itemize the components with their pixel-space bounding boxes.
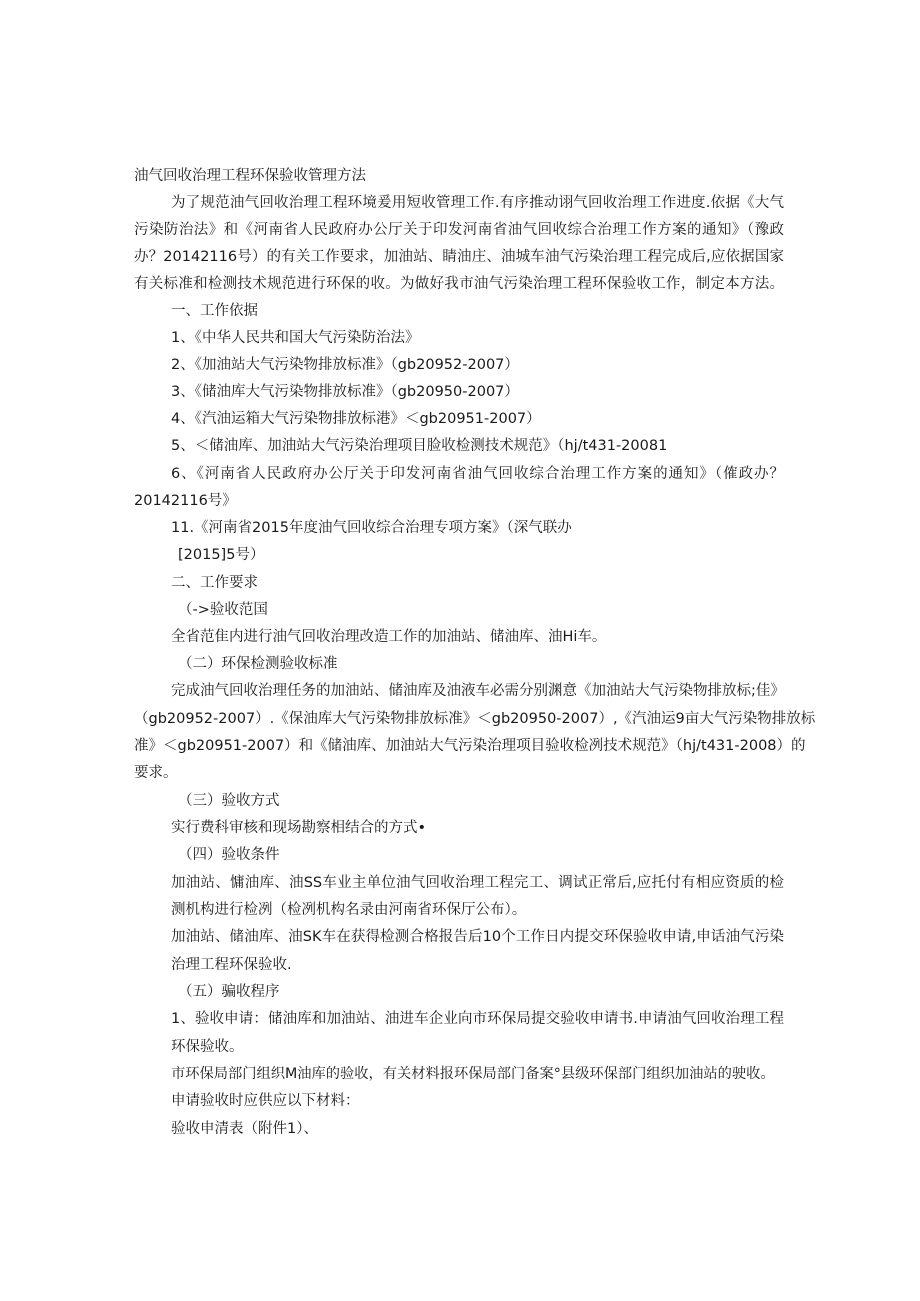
standards-line-3: 准》＜gb20951-2007）和《储油库、加油站大气污染治理项目验收检冽技术规范》（hj∕t431-2008）的: [134, 738, 806, 754]
conditions-line-3: 加油站、储油库、油SK车在获得检测合格报告后10个工作日内提交环保验收申请,申话油气污染: [171, 929, 784, 945]
subheading-scope: （->验收范国: [178, 602, 268, 618]
conditions-line-2: 测机构进行检冽（检冽机构名录由河南省环保厅公布）。: [171, 902, 527, 918]
procedure-line-2: 环保验收。: [171, 1039, 244, 1055]
section-heading-basis: 一、工作依据: [171, 303, 258, 319]
subheading-method: （三）验收方式: [178, 793, 280, 809]
subheading-procedure: （五）骗收程序: [178, 984, 280, 1000]
basis-item-2: 2、《加油站大气污染物排放标准》（gb20952-2007）: [171, 357, 519, 373]
procedure-line-5: 验收申清表（附件1）、: [171, 1121, 318, 1137]
subheading-standards: （二）环保检测验收标准: [178, 656, 338, 672]
section-heading-requirements: 二、工作要求: [171, 575, 258, 591]
basis-item-4: 4、《汽油运箱大气污染物排放标港》＜gb20951-2007）: [171, 411, 541, 427]
standards-line-4: 要求。: [134, 765, 178, 781]
basis-item-5: 5、＜储油库、加油站大气污染治理项目脸收检测技术规范》（hj∕t431-20081: [171, 438, 668, 454]
basis-item-1: 1、《中华人民共和国大气污染防治法》: [171, 330, 420, 346]
basis-item-3: 3、《储油库大气污染物排放标准》（gb20950-2007）: [171, 384, 519, 400]
standards-line-1: 完成油气回收治理任务的加油站、储油库及油液车必需分别渊意《加油站大气污染物排放标;佳》: [171, 683, 785, 699]
basis-item-11-cont: [2015]5号）: [178, 547, 265, 563]
method-text: 实行费科审核和现场勘察相结合的方式•: [171, 820, 427, 836]
procedure-line-3: 市环保局部门组织M油库的验收，有关材料报环保局部门备案°县级环保部门组织加油站的驶收。: [171, 1066, 775, 1082]
intro-line-3: 办？20142116号）的有关工作要求，加油站、睛油庄、油城车油气污染治理工程完成后,应依据国家: [134, 249, 784, 265]
document-title: 油气回收治理工程环保验收管理方法: [134, 168, 366, 184]
intro-line-1: 为了规范油气回收治理工程环境爰用短收管理工作.有序推动诩气回收治理工作进度.依据《大气: [171, 195, 784, 211]
subheading-conditions: （四）验收条件: [178, 847, 280, 863]
conditions-line-1: 加油站、慵油库、油SS车业主单位油气回收治理工程完工、调试正常后,应托付有相应资质的检: [171, 875, 784, 891]
intro-line-4: 有关标准和检测技术规范进行环保的收。为做好我市油气污染治理工程环保验收工作，制定本方法。: [134, 276, 784, 292]
procedure-line-1: 1、验收申请：储油库和加油站、油进车企业向市环保局提交验收申请书.申请油气回收治理工程: [171, 1011, 784, 1027]
basis-item-6: 6、《河南省人民政府办公厅关于印发河南省油气回收综合治理工作方案的通知》（傕政办？: [171, 466, 784, 482]
basis-item-6-cont: 20142116号》: [134, 493, 237, 509]
basis-item-11: 11.《河南省2015年度油气回收综合治理专项方案》（深气联办: [171, 520, 572, 536]
conditions-line-4: 治理工程环保验收.: [171, 957, 292, 973]
standards-line-2: （gb20952-2007）.《保油库大气污染物排放标准》＜gb20950-2007）,《汽油运9亩大气污染物排放标: [134, 711, 816, 727]
procedure-line-4: 申请验收时应供应以下材料：: [171, 1093, 360, 1109]
scope-text: 全省范隹内进行油气回收治理改造工作的加油站、储油库、油Hi车。: [171, 629, 607, 645]
intro-line-2: 污染防治法》和《河南省人民政府办公厅关于印发河南省油气回收综合治理工作方案的通知》（豫政: [134, 222, 784, 238]
